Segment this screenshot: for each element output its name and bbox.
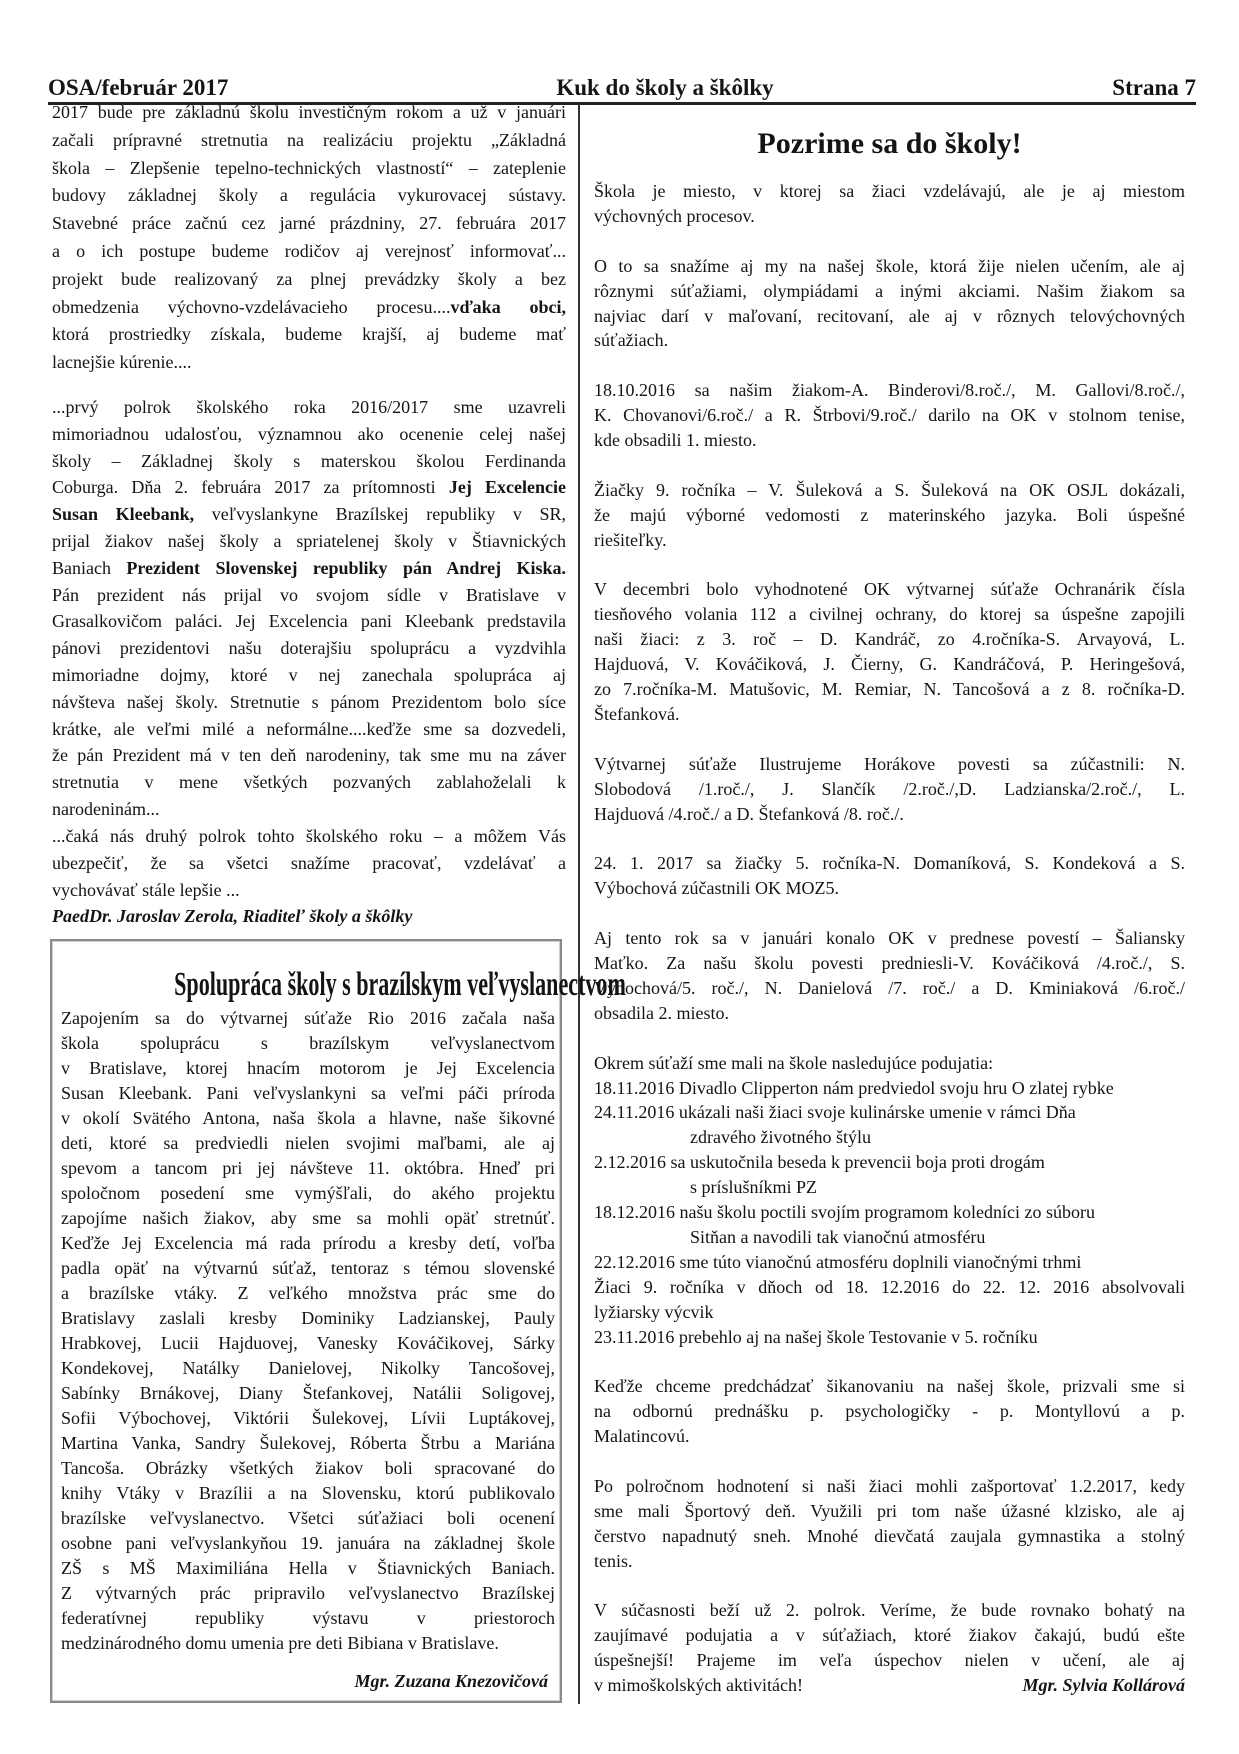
text-line: naši žiaci: z 3. roč – D. Kandráč, zo 4.ročníka-S. Arvayová, L.: [594, 629, 1185, 650]
text-line: knihy Vtáky v Brazílii a na Slovensku, ktorú publikovalo: [61, 1483, 555, 1503]
text-line: ...prvý polrok školského roka 2016/2017 sme uzavreli: [52, 397, 566, 417]
paragraph: [594, 478, 1185, 553]
bold-text: Jej Excelencie: [448, 477, 566, 498]
text-line: pánovi prezidentovi našu doterajšiu spoluprácu a vyzdvihla: [52, 638, 566, 659]
text-line: tiesňového volania 112 a civilnej ochrany, do ktorej sa úspešne zapojili: [594, 604, 1185, 625]
right-article-title: Pozrime sa do školy!: [757, 127, 1022, 160]
text-line: brazílske veľvyslanectvo. Všetci súťažiaci boli ocenení: [61, 1508, 555, 1528]
text-line: Zapojením sa do výtvarnej súťaže Rio 2016 začala naša: [61, 1008, 555, 1028]
text-line: stretnutia v mene všetkých pozvaných zablahoželali k: [52, 772, 566, 793]
text-line: riešiteľky.: [594, 529, 667, 550]
text: Coburga. Dňa 2. februára 2017 za prítomnosti: [52, 477, 449, 498]
text-line: Sitňan a navodili tak vianočnú atmosféru: [690, 1226, 986, 1247]
text-line: Malatincovú.: [594, 1426, 690, 1447]
text-line: zaujímavé podujatia a v súťažiach, ktoré žiakov čakajú, budú ešte: [594, 1625, 1185, 1646]
text-line: Okrem súťaží sme mali na škole nasledujúce podujatia:: [594, 1052, 994, 1073]
text-line: Výbochová/5. roč./, N. Danielová /7. roč./ a D. Kminiaková /6.roč./: [594, 977, 1185, 998]
paragraph: [594, 254, 1185, 354]
text-line: vychovávať stále lepšie ...: [52, 880, 240, 900]
text-line: v okolí Svätého Antona, naša škola a hlavne, naše šikovné: [61, 1108, 555, 1128]
header-issue: OSA/február 2017: [48, 75, 229, 100]
text-line: že pán Prezident má v ten deň narodeniny, tak sme mu na záver: [52, 745, 566, 766]
text-line: Z výtvarných prác pripravilo veľvyslanectvo Brazílskej: [61, 1583, 555, 1603]
box-signature: Mgr. Zuzana Knezovičová: [354, 1671, 548, 1691]
text-line: zdravého životného štýlu: [690, 1127, 871, 1148]
text-line: čerstvo napadnutý sneh. Mnohé dievčatá zaujala gymnastika a stolný: [594, 1525, 1185, 1546]
text-line: Škola je miesto, v ktorej sa žiaci vzdelávajú, ale je aj miestom: [594, 181, 1185, 201]
text-line: začali prípravné stretnutia na realizáciu projektu „Základná: [52, 129, 566, 150]
text-line: padla opäť na výtvarnú súťaž, tentoraz s témou slovenské: [61, 1258, 555, 1278]
text-line: Po polročnom hodnotení si naši žiaci mohli zašportovať 1.2.2017, kedy: [594, 1475, 1185, 1496]
text-line: Keďže chceme predchádzať šikanovaniu na našej škole, prizvali sme si: [594, 1376, 1185, 1397]
text-line: Žiaci 9. ročníka v dňoch od 18. 12.2016 do 22. 12. 2016 absolvovali: [594, 1276, 1185, 1297]
text-line: V súčasnosti beží už 2. polrok. Veríme, že bude rovnako bohatý na: [594, 1600, 1185, 1621]
text-line: Hrabkovej, Lucii Hajduovej, Vanesky Kováčikovej, Sárky: [61, 1333, 555, 1353]
text-line: [52, 501, 566, 528]
text-line: Výtvarnej súťaže Ilustrujeme Horákove povesti sa zúčastnili: N.: [594, 753, 1185, 774]
text-line: rôznymi súťažiami, olympiádami a inými akciami. Našim žiakom sa: [594, 280, 1185, 301]
text-line: [52, 555, 566, 582]
text-line: a brazílske vtáky. Z veľkého množstva prác sme do: [61, 1283, 555, 1303]
text-line: 2.12.2016 sa uskutočnila beseda k prevencii boja proti drogám: [594, 1152, 1045, 1173]
text-line: škola – Zlepšenie tepelno-technických vlastností“ – zateplenie: [52, 157, 566, 178]
paragraph: [594, 1598, 1185, 1698]
text-line: narodeninám...: [52, 798, 160, 819]
text-line: Stavebné práce začnú cez jarné prázdniny, 27. februára 2017: [52, 213, 566, 234]
text-line: ubezpečiť, že sa všetci snažíme pracovať, vzdelávať a: [52, 853, 566, 873]
text-line: Žiačky 9. ročníka – V. Šuleková a S. Šuleková na OK OSJL dokázali,: [594, 479, 1185, 500]
text-line: Štefanková.: [594, 703, 680, 724]
text-line: Martina Vanka, Sandry Šulekovej, Róberta Štrbu a Mariána: [61, 1433, 555, 1453]
text-line: školy – Základnej školy s materskou školou Ferdinanda: [52, 450, 566, 471]
text-line: najviac darí v maľovaní, recitovaní, ale aj v rôznych telovýchovných: [594, 305, 1185, 326]
text-line: lacnejšie kúrenie....: [52, 352, 192, 373]
box-title: [52, 965, 626, 1005]
text-line: zo 7.ročníka-M. Matušovic, M. Remiar, N. Tancošová a z 8. ročníka-D.: [594, 679, 1185, 700]
text-line: Slobodová /1.roč./, J. Slančík /2.roč./,D. Ladzianska/2.roč./, L.: [594, 778, 1185, 799]
text-line: Grasalkovičom paláci. Jej Excelencia pani Kleebank predstavila: [52, 611, 566, 632]
text-line: osobne pani veľvyslankyňou 19. januára na základnej škole: [61, 1533, 555, 1553]
bold-text: Prezident Slovenskej republiky pán Andrej Kiska.: [126, 557, 566, 578]
text-line: O to sa snažíme aj my na našej škole, ktorá žije nielen učením, ale aj: [594, 255, 1185, 276]
text-line: sme mali Športový deň. Využili pri tom naše úžasné klzisko, ale aj: [594, 1500, 1185, 1521]
text-line: mimoriadne dojmy, ktoré v nej zanechala spolupráca aj: [52, 664, 566, 685]
text-line: Pán prezident nás prijal vo svojom sídle v Bratislave v: [52, 584, 566, 605]
right-article-body: [594, 179, 1185, 1723]
header-page-number: Strana 7: [1112, 75, 1196, 100]
paragraph: [594, 179, 1185, 229]
text-line: K. Chovanovi/6.roč./ a R. Štrbovi/9.roč./ darilo na OK v stolnom tenise,: [594, 405, 1185, 426]
box-title-text: Spolupráca školy s brazílskym veľvyslanectvom: [174, 966, 626, 1003]
events-list: [594, 1051, 1185, 1350]
left-paragraph: [52, 823, 566, 904]
text-line: a o ich postupe budeme rodičov aj verejnosť informovať...: [52, 240, 566, 261]
text-line: 24.11.2016 ukázali naši žiaci svoje kulinárske umenie v rámci Dňa: [594, 1102, 1076, 1123]
text: v mimoškolských aktivitách!: [594, 1675, 803, 1696]
text-line: škola spoluprácu s brazílskym veľvyslanectvom: [61, 1033, 555, 1053]
header-section-title: Kuk do školy a škôlky: [556, 75, 774, 100]
left-signature: PaedDr. Jaroslav Zerola, Riaditeľ školy a škôlky: [52, 906, 413, 926]
paragraph: [594, 851, 1185, 901]
text-line: 22.12.2016 sme túto vianočnú atmosféru doplnili vianočnými trhmi: [594, 1251, 1082, 1272]
text-line: Hajduová /4.roč./ a D. Štefanková /8. roč./.: [594, 803, 904, 824]
text-line: 23.11.2016 prebehlo aj na našej škole Testovanie v 5. ročníku: [594, 1326, 1038, 1347]
text-line: s príslušníkmi PZ: [690, 1177, 818, 1198]
text-line: Keďže Jej Excelencia má rada prírodu a kresby detí, voľba: [61, 1233, 555, 1253]
bold-text: vďaka obci,: [450, 296, 567, 317]
text-line: Maťko. Za našu školu povesti predniesli-V. Kováčiková /4.roč./, S.: [594, 952, 1185, 973]
text-line: Tancoša. Obrázky všetkých žiakov boli spracované do: [61, 1458, 555, 1478]
paragraph: [594, 752, 1185, 827]
text-line: prijal žiakov našej školy a spriatelenej školy v Štiavnických: [52, 530, 566, 551]
bold-text: Susan Kleebank,: [52, 504, 195, 525]
text-line: obsadila 2. miesto.: [594, 1002, 729, 1023]
text-line: V decembri bolo vyhodnotené OK výtvarnej súťaže Ochranárik čísla: [594, 579, 1185, 600]
text-line: tenis.: [594, 1550, 633, 1571]
text-line: kde obsadili 1. miesto.: [594, 430, 757, 451]
paragraph: [594, 1474, 1185, 1574]
text-line: projekt bude realizovaný za plnej prevádzky školy a bez: [52, 268, 566, 289]
column-divider: [578, 104, 580, 1704]
paragraph: [594, 577, 1185, 726]
text-line: Bratislavy zaslali kresby Dominiky Ladzianskej, Pauly: [61, 1308, 555, 1328]
text-line: [52, 294, 566, 322]
paragraph: [594, 1374, 1185, 1449]
text-line: 18.10.2016 sa našim žiakom-A. Binderovi/8.roč./, M. Gallovi/8.roč./,: [594, 380, 1185, 401]
text-line: mimoriadnou udalosťou, významnou ako ocenenie celej našej: [52, 423, 566, 444]
text-line: úspešnejší! Prajeme im veľa úspechov nielen v učení, ale aj: [594, 1650, 1185, 1671]
left-paragraph: [52, 99, 566, 377]
text-line: spoločnom posedení sme vymýšľali, do akého projektu: [61, 1183, 555, 1203]
text-line: že majú výborné vedomosti z materinského jazyka. Boli úspešné: [594, 504, 1185, 525]
text-line: Sabínky Brnákovej, Diany Štefankovej, Natálii Soligovej,: [61, 1383, 555, 1403]
text-line: v Bratislave, ktorej hnacím motorom je Jej Excelencia: [61, 1058, 555, 1078]
text: obmedzenia výchovno-vzdelávacieho procesu....: [52, 296, 451, 317]
text-line: ...čaká nás druhý polrok tohto školského roku – a môžem Vás: [52, 826, 566, 846]
text-line: [52, 474, 566, 501]
text-line: medzinárodného domu umenia pre deti Bibiana v Bratislave.: [61, 1633, 499, 1653]
text-line: ktorá prostriedky získala, budeme krajší, aj budeme mať: [52, 324, 566, 345]
text-line: Susan Kleebank. Pani veľvyslankyni sa veľmi páči príroda: [61, 1083, 555, 1103]
text-line: výchovných procesov.: [594, 205, 755, 226]
text-line: návšteva našej školy. Stretnutie s pánom Prezidentom bolo síce: [52, 691, 566, 712]
text-line: spevom a tancom pri jej návšteve 11. októbra. Hneď pri: [61, 1158, 555, 1178]
paragraph: [594, 926, 1185, 1026]
right-signature: Mgr. Sylvia Kollárová: [1022, 1675, 1185, 1696]
text-line: lyžiarsky výcvik: [594, 1301, 714, 1322]
text-line: súťažiach.: [594, 330, 669, 351]
text-line: Hajduová, V. Kováčiková, J. Čierny, G. Kandráčová, P. Heringešová,: [594, 654, 1185, 675]
closing-line: [594, 1673, 1185, 1698]
text: Baniach: [52, 557, 127, 578]
text-line: Výbochová zúčastnili OK MOZ5.: [594, 878, 839, 899]
text-line: Sofii Výbochovej, Viktórii Šulekovej, Lívii Luptákovej,: [61, 1408, 555, 1428]
text-line: zapojíme našich žiakov, aby sme sa mohli opäť stretnúť.: [61, 1208, 555, 1228]
text-line: Kondekovej, Natálky Danielovej, Nikolky Tancošovej,: [61, 1358, 555, 1378]
text-line: 24. 1. 2017 sa žiačky 5. ročníka-N. Domaníková, S. Kondeková a S.: [594, 853, 1185, 874]
text-line: 18.11.2016 Divadlo Clipperton nám predviedol svoju hru O zlatej rybke: [594, 1077, 1114, 1098]
text-line: ZŠ s MŠ Maximiliána Hella v Štiavnických Baniach.: [61, 1558, 555, 1578]
text-line: na odbornú prednášku p. psychologičky - p. Montyllovú a p.: [594, 1401, 1185, 1422]
text-line: budovy základnej školy a regulácia vykurovacej sústavy.: [52, 185, 566, 206]
left-paragraph: [52, 394, 566, 823]
text-line: krátke, ale veľmi milé a neformálne....keďže sme sa dozvedeli,: [52, 718, 566, 739]
text-line: deti, ktoré sa predviedli nielen svojimi maľbami, ale aj: [61, 1133, 555, 1153]
text-line: 18.12.2016 našu školu poctili svojím programom koledníci zo súboru: [594, 1202, 1095, 1223]
text: veľvyslankyne Brazílskej republiky v SR,: [194, 504, 566, 525]
text-line: 2017 bude pre základnú školu investičným rokom a už v januári: [52, 102, 566, 122]
text-line: federatívnej republiky výstavu v priestoroch: [61, 1608, 555, 1628]
text-line: Aj tento rok sa v januári konalo OK v prednese povestí – Šaliansky: [594, 928, 1185, 949]
paragraph: [594, 378, 1185, 453]
box-body: [61, 1006, 555, 1656]
